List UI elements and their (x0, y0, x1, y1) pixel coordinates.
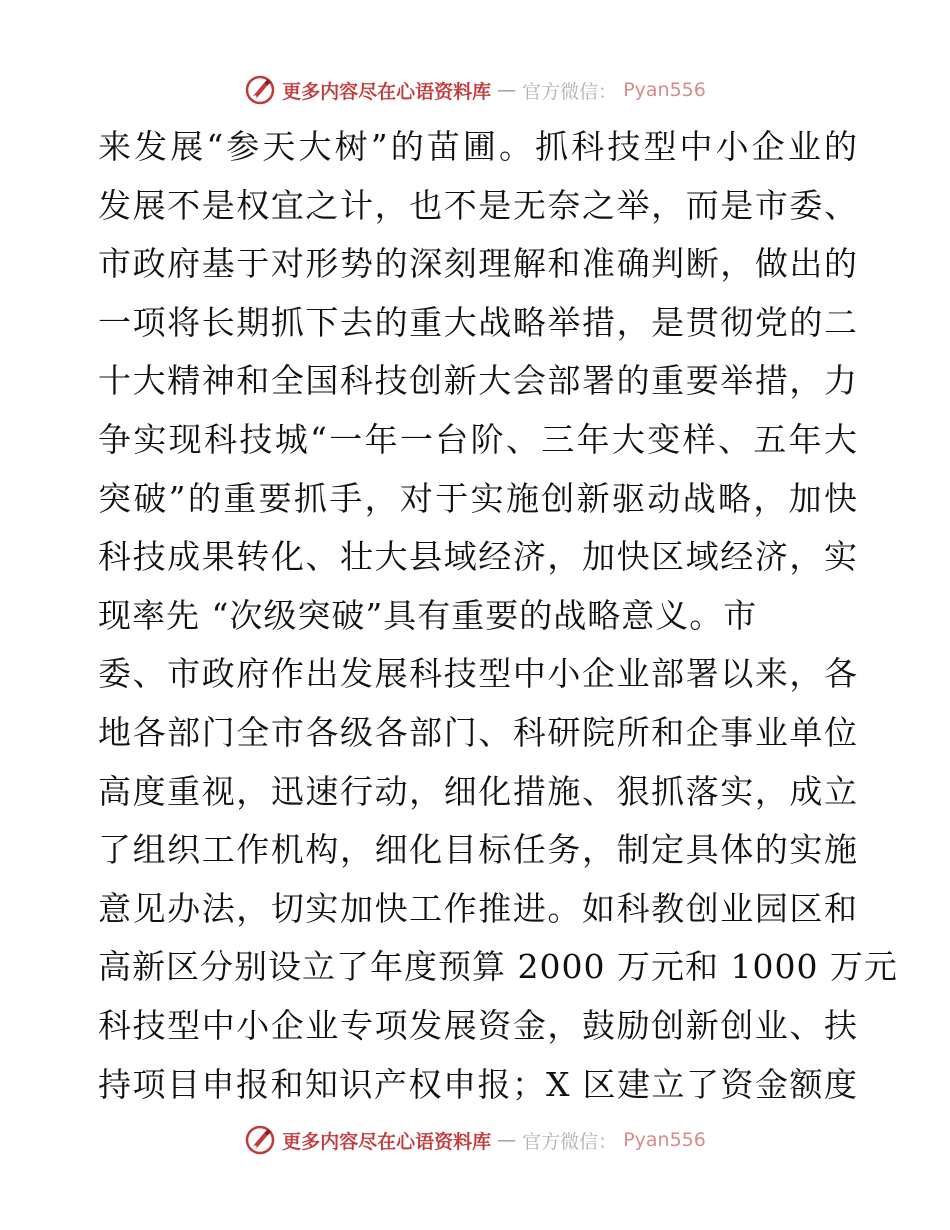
text-line: 科技型中小企业专项发展资金，鼓励创新创业、扶 (98, 1005, 858, 1045)
text-line: 一项将长期抓下去的重大战略举措，是贯彻党的二 (98, 302, 858, 342)
text-line: 了组织工作机构，细化目标任务，制定具体的实施 (98, 830, 858, 870)
watermark-dash: — (497, 79, 517, 101)
text-line: 现率先 “次级突破”具有重要的战略意义。市 (98, 595, 758, 635)
watermark-dash: — (497, 1129, 517, 1151)
document-body (98, 118, 898, 1114)
text-line: 高度重视，迅速行动，细化措施、狠抓落实，成立 (98, 771, 858, 811)
text-line: 地各部门全市各级各部门、科研院所和企事业单位 (98, 712, 858, 752)
text-line: 高新区分别设立了年度预算 2000 万元和 1000 万元 (98, 947, 898, 987)
pen-nib-circle-icon (244, 74, 276, 106)
text-line: 委、市政府作出发展科技型中小企业部署以来，各 (98, 654, 858, 694)
text-line: 十大精神和全国科技创新大会部署的重要举措，力 (98, 361, 858, 401)
watermark-wechat-id: Pyan556 (623, 1129, 706, 1151)
text-line: 市政府基于对形势的深刻理解和准确判断，做出的 (98, 244, 858, 284)
text-line: 来发展“参天大树”的苗圃。抓科技型中小企业的 (98, 127, 858, 166)
watermark-wechat-label: 官方微信： (522, 80, 618, 103)
watermark-text: 更多内容尽在心语资料库 (282, 80, 492, 103)
text-line: 意见办法，切实加快工作推进。如科教创业园区和 (98, 888, 858, 928)
pen-nib-circle-icon (244, 1124, 276, 1156)
text-line: 争实现科技城“一年一台阶、三年大变样、五年大 (98, 419, 858, 459)
watermark-text: 更多内容尽在心语资料库 (282, 1130, 492, 1153)
text-line: 科技成果转化、壮大县域经济，加快区域经济，实 (98, 537, 858, 577)
watermark-wechat-label: 官方微信： (522, 1130, 618, 1153)
text-line: 持项目申报和知识产权申报；X 区建立了资金额度 (98, 1064, 858, 1104)
text-line: 突破”的重要抓手，对于实施创新驱动战略，加快 (98, 478, 858, 518)
text-line: 发展不是权宜之计，也不是无奈之举，而是市委、 (98, 185, 858, 225)
footer-watermark (0, 1122, 950, 1158)
watermark-wechat-id: Pyan556 (623, 79, 706, 101)
header-watermark (0, 72, 950, 108)
